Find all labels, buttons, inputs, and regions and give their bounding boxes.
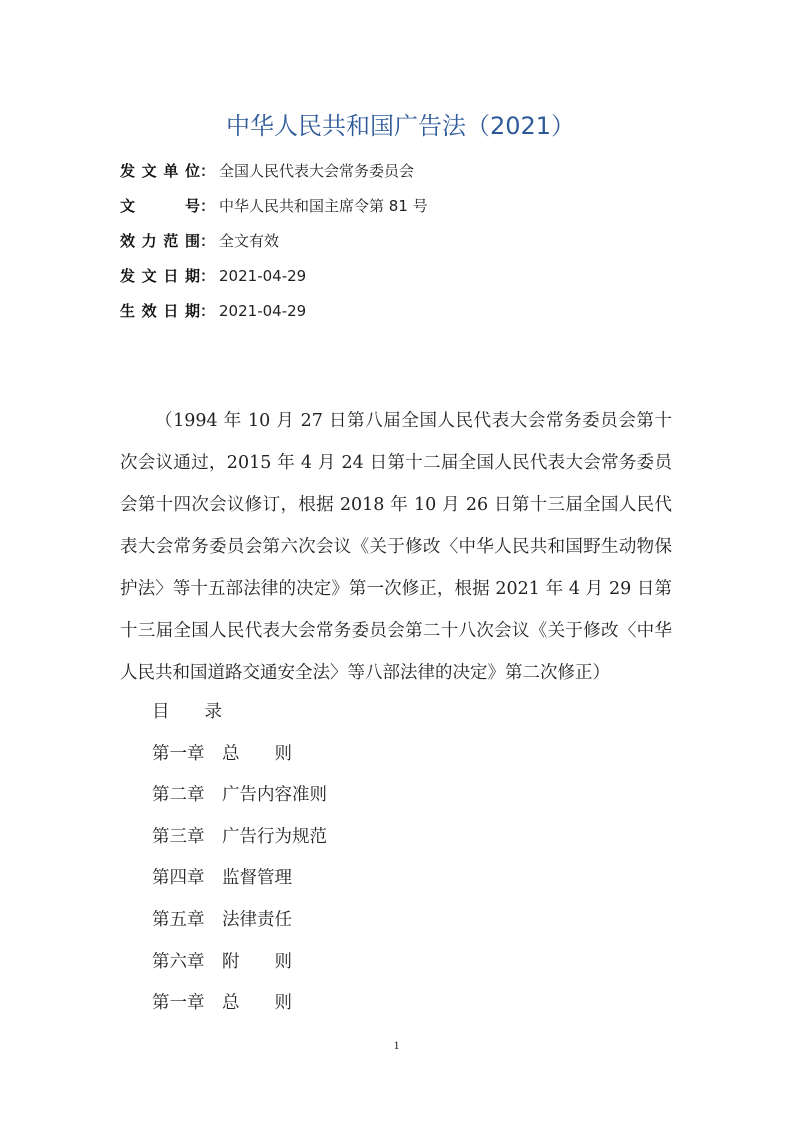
meta-value: 全文有效 — [219, 232, 280, 250]
meta-label: 生效日期 — [120, 302, 200, 320]
meta-colon: ： — [200, 267, 216, 285]
meta-effective-date — [120, 300, 428, 335]
meta-label: 效力范围 — [120, 232, 200, 250]
meta-issue-date — [120, 265, 428, 300]
toc-item: 第五章 法律责任 — [152, 909, 292, 930]
meta-label: 文号 — [120, 197, 200, 215]
toc-item: 第一章 总 则 — [152, 743, 292, 764]
toc-heading: 目 录 — [152, 702, 222, 722]
chapter-heading: 第一章 总 则 — [152, 993, 292, 1014]
meta-value: 2021-04-29 — [219, 267, 307, 285]
meta-colon: ： — [200, 162, 216, 180]
toc-item: 第四章 监督管理 — [152, 868, 292, 889]
page-number: 1 — [393, 1038, 400, 1052]
document-title: 中华人民共和国广告法（2021） — [225, 112, 576, 140]
meta-colon: ： — [200, 232, 216, 250]
meta-colon: ： — [200, 197, 216, 215]
toc-item: 第三章 广告行为规范 — [152, 826, 327, 847]
preamble-paragraph: （1994 年 10 月 27 日第八届全国人民代表大会常务委员会第十次会议通过，2015 年 4 月 24 日第十二届全国人民代表大会常务委员会第十四次会议修订，根据 2018 年 10 月 26 日第十三届全国人民代表大会常务委员会第六次会议《关于修改〈中华人民共和国野生动物保护法〉等十五部法律的决定》第一次修正，根据 2021 年 4 月 29 日第十三届全国人民代表大会常务委员会第二十八次会议《关于修改〈中华人民共和国道路交通安全法〉等八部法律的决定》第二次修正） — [120, 411, 672, 683]
meta-value: 全国人民代表大会常务委员会 — [219, 162, 415, 180]
meta-issuer — [120, 160, 428, 195]
document-metadata — [120, 160, 428, 335]
meta-label: 发文日期 — [120, 267, 200, 285]
meta-value: 中华人民共和国主席令第 81 号 — [219, 197, 428, 215]
meta-value: 2021-04-29 — [219, 302, 307, 320]
meta-colon: ： — [200, 302, 216, 320]
toc-item: 第二章 广告内容准则 — [152, 785, 327, 806]
table-of-contents — [152, 696, 327, 1029]
meta-doc-number — [120, 195, 428, 230]
meta-scope — [120, 230, 428, 265]
toc-item: 第六章 附 则 — [152, 951, 292, 972]
meta-label: 发文单位 — [120, 162, 200, 180]
